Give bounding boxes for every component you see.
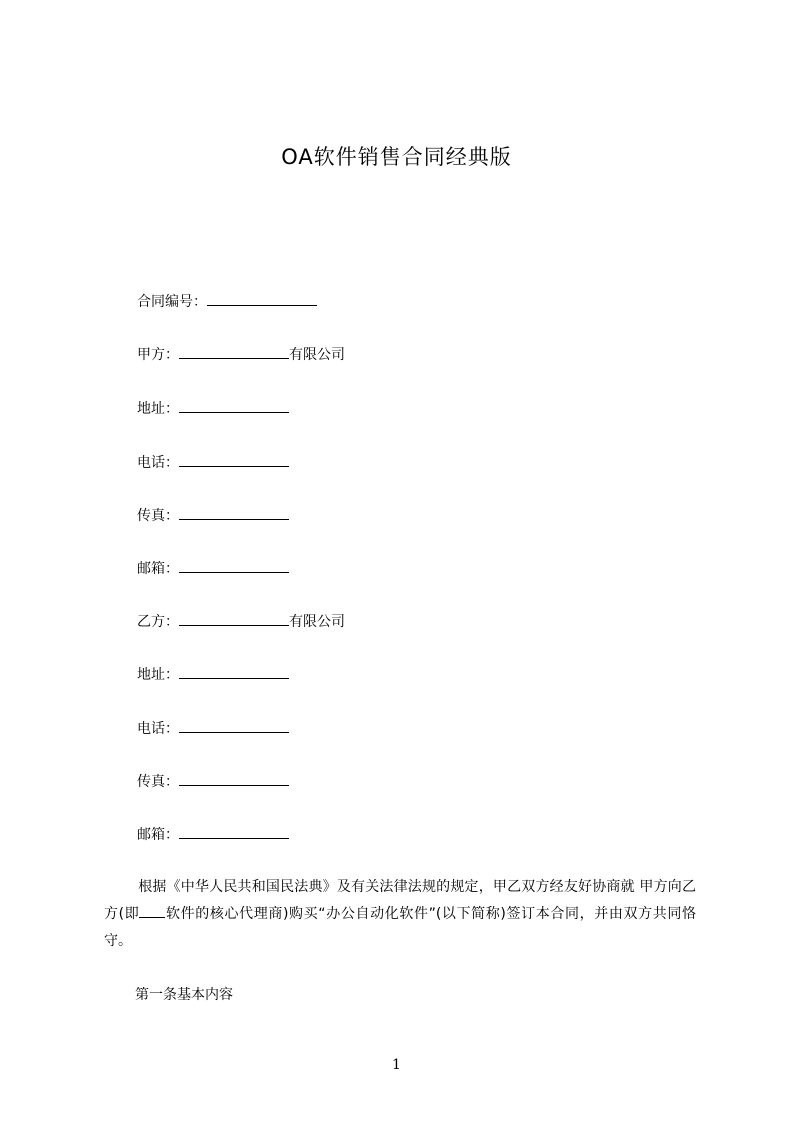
contract-number-field bbox=[137, 291, 317, 312]
party-b-address-field bbox=[137, 664, 289, 685]
page-number: 1 bbox=[392, 1057, 401, 1073]
agent-name-blank bbox=[139, 903, 165, 918]
party-a-fax-label: 传真： bbox=[137, 508, 179, 524]
party-a-name-field bbox=[137, 344, 345, 365]
article-1-heading: 第一条基本内容 bbox=[135, 987, 233, 1003]
party-b-name-blank bbox=[179, 611, 289, 626]
contract-number-label: 合同编号： bbox=[137, 294, 207, 310]
intro-paragraph bbox=[104, 874, 696, 955]
contract-number-blank bbox=[207, 291, 317, 306]
document-title: OA软件销售合同经典版 bbox=[281, 145, 512, 169]
party-b-phone-blank bbox=[179, 718, 289, 733]
party-b-fax-field bbox=[137, 771, 289, 792]
party-b-suffix: 有限公司 bbox=[289, 614, 345, 630]
party-b-email-blank bbox=[179, 824, 289, 839]
party-a-name-blank bbox=[179, 344, 289, 359]
party-b-phone-label: 电话： bbox=[137, 721, 179, 737]
party-a-label: 甲方： bbox=[137, 347, 179, 363]
party-a-fax-field bbox=[137, 505, 289, 526]
party-a-fax-blank bbox=[179, 505, 289, 520]
party-b-fax-label: 传真： bbox=[137, 774, 179, 790]
party-b-fax-blank bbox=[179, 771, 289, 786]
intro-text-part2: 软件的核心代理商)购买“办公自动化软件”(以下简称)签订本合同，并由双方共同恪守。 bbox=[104, 906, 696, 949]
party-b-address-label: 地址： bbox=[137, 667, 179, 683]
party-a-suffix: 有限公司 bbox=[289, 347, 345, 363]
party-a-address-blank bbox=[179, 398, 289, 413]
party-b-address-blank bbox=[179, 664, 289, 679]
party-a-phone-field bbox=[137, 452, 289, 473]
party-a-address-label: 地址： bbox=[137, 401, 179, 417]
party-b-email-field bbox=[137, 824, 289, 845]
party-a-phone-blank bbox=[179, 452, 289, 467]
party-b-name-field bbox=[137, 611, 345, 632]
intro-text-part1: 根据《中华人民共和国民法典》及有关法律法规的规定，甲乙双方经友好协商就 甲方向乙方(即 bbox=[104, 879, 696, 922]
party-b-email-label: 邮箱： bbox=[137, 827, 179, 843]
party-b-phone-field bbox=[137, 718, 289, 739]
party-a-address-field bbox=[137, 398, 289, 419]
party-a-email-blank bbox=[179, 558, 289, 573]
party-a-email-label: 邮箱： bbox=[137, 561, 179, 577]
party-a-email-field bbox=[137, 558, 289, 579]
party-b-label: 乙方： bbox=[137, 614, 179, 630]
party-a-phone-label: 电话： bbox=[137, 455, 179, 471]
